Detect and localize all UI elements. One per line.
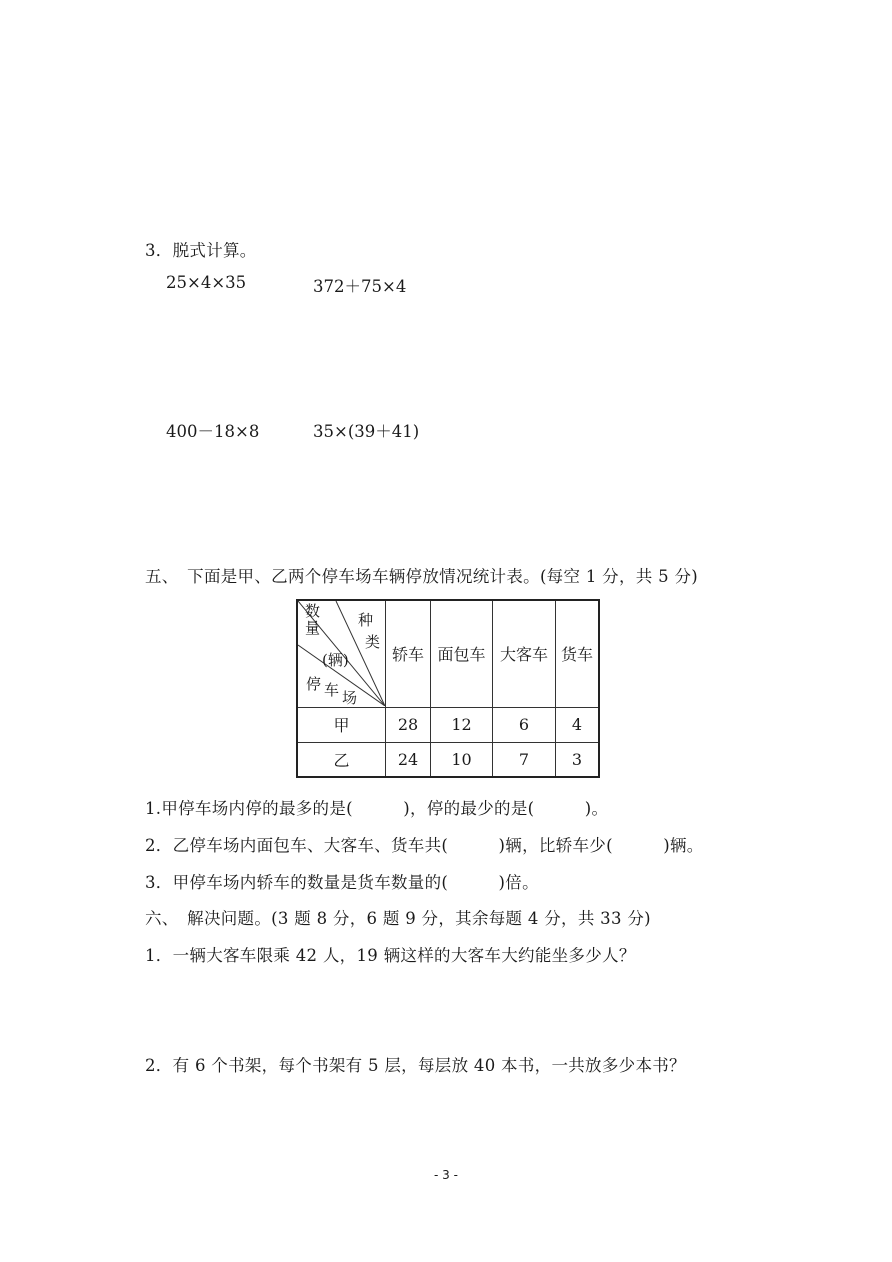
calc-expr-2: 372＋75×4: [313, 277, 407, 296]
column-header: 面包车: [431, 600, 493, 707]
section5-question-2: 2．乙停车场内面包车、大客车、货车共( )辆，比轿车少( )辆。: [145, 836, 704, 855]
table-row: [297, 707, 599, 742]
section6-heading: 六、 解决问题。(3 题 8 分，6 题 9 分，其余每题 4 分，共 33 分): [145, 909, 651, 928]
table-cell: 24: [386, 742, 431, 777]
table-cell: 3: [556, 742, 600, 777]
row-header: 乙: [297, 742, 386, 777]
calc-expr-4: 35×(39＋41): [313, 422, 420, 441]
column-header: 大客车: [493, 600, 556, 707]
corner-label-unit: (辆): [322, 651, 349, 669]
corner-label-lot-1: 停: [306, 675, 322, 693]
calc-heading: 3．脱式计算。: [145, 241, 257, 260]
calc-expr-3: 400－18×8: [166, 422, 260, 441]
table-cell: 4: [556, 707, 600, 742]
calc-expr-1: 25×4×35: [166, 273, 247, 292]
corner-label-kind-2: 类: [365, 633, 381, 651]
row-header: 甲: [297, 707, 386, 742]
section6-problem-1: 1．一辆大客车限乘 42 人，19 辆这样的大客车大约能坐多少人？: [145, 946, 636, 965]
corner-label-lot-3: 场: [342, 689, 358, 707]
column-header: 轿车: [386, 600, 431, 707]
column-header: 货车: [556, 600, 600, 707]
table-cell: 7: [493, 742, 556, 777]
table-cell: 6: [493, 707, 556, 742]
corner-label-quantity: 数量: [303, 603, 321, 637]
table-cell: 10: [431, 742, 493, 777]
section5-question-1: 1.甲停车场内停的最多的是( )，停的最少的是( )。: [145, 799, 609, 818]
parking-stats-table: [296, 599, 600, 778]
section5-heading: 五、 下面是甲、乙两个停车场车辆停放情况统计表。(每空 1 分，共 5 分): [145, 567, 698, 586]
table-row: [297, 742, 599, 777]
table-cell: 28: [386, 707, 431, 742]
table-corner-header: [297, 600, 386, 707]
page-number: - 3 -: [434, 1168, 458, 1182]
corner-label-lot-2: 车: [324, 681, 340, 699]
section5-question-3: 3．甲停车场内轿车的数量是货车数量的( )倍。: [145, 873, 539, 892]
corner-label-kind-1: 种: [358, 611, 374, 629]
section6-problem-2: 2．有 6 个书架，每个书架有 5 层，每层放 40 本书，一共放多少本书？: [145, 1056, 686, 1075]
table-cell: 12: [431, 707, 493, 742]
